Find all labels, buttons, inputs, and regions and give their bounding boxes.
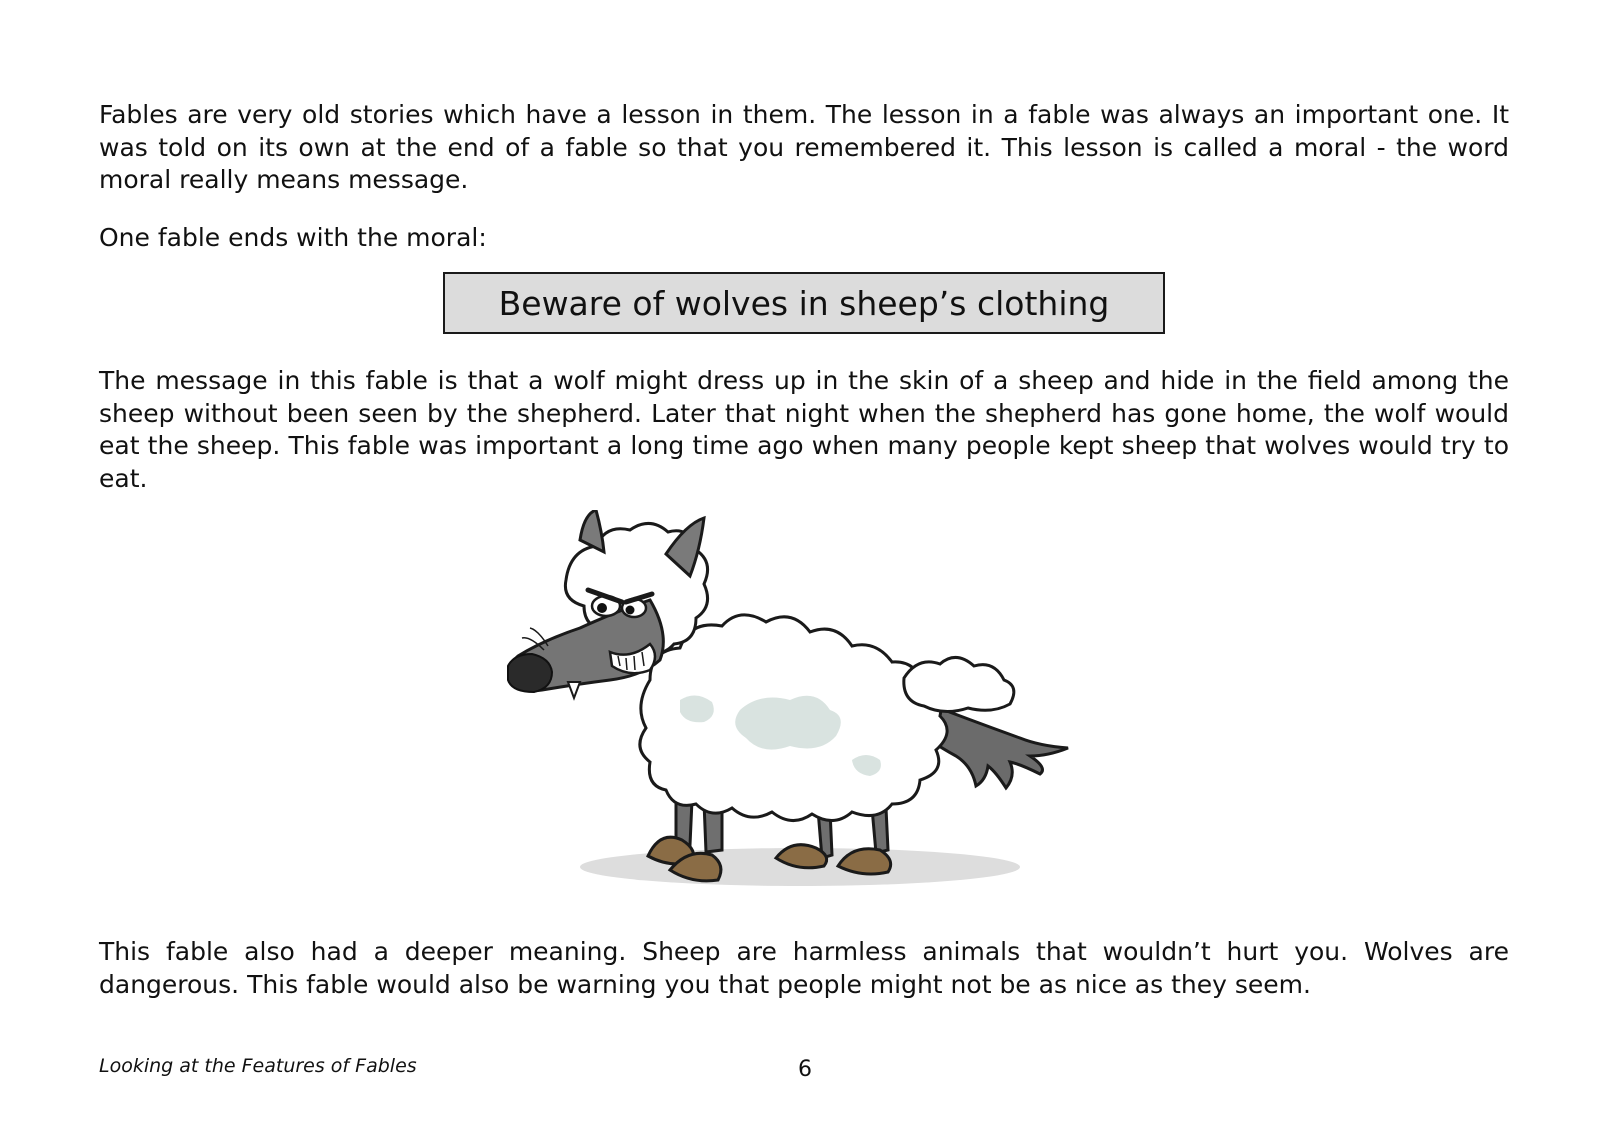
wolf-in-sheep-clothing-illustration bbox=[500, 510, 1120, 910]
explanation-paragraph: The message in this fable is that a wolf might dress up in the skin of a sheep and hide in the field among the sheep without been seen by the shepherd. Later that night when the shepherd has gone home, the wolf would eat the sheep. This fable was important a long time ago when many people kept sheep that wolves would try to eat. bbox=[99, 366, 1509, 493]
wolf-fang bbox=[568, 682, 580, 698]
moral-text: Beware of wolves in sheep’s clothing bbox=[498, 283, 1110, 323]
wolf-pupil bbox=[626, 606, 635, 615]
tail-wool-tuft bbox=[904, 657, 1014, 711]
moral-lead-in: One fable ends with the moral: bbox=[99, 223, 487, 252]
footer-document-title: Looking at the Features of Fables bbox=[99, 1055, 417, 1077]
page-number: 6 bbox=[798, 1057, 812, 1082]
intro-paragraph: Fables are very old stories which have a lesson in them. The lesson in a fable was always an important one. It was told on its own at the end of a fable so that you remembered it. This lesson is called a moral - the word moral really means message. bbox=[99, 100, 1509, 194]
wolf-pupil bbox=[597, 603, 607, 613]
wool-shading bbox=[735, 696, 841, 750]
moral-box bbox=[443, 272, 1165, 334]
deeper-meaning-paragraph: This fable also had a deeper meaning. Sheep are harmless animals that wouldn’t hurt you. Wolves are dangerous. This fable would also be warning you that people might not be as nice as they seem. bbox=[99, 937, 1509, 999]
wolf-nose bbox=[508, 654, 552, 692]
wolf-ear bbox=[580, 510, 604, 552]
